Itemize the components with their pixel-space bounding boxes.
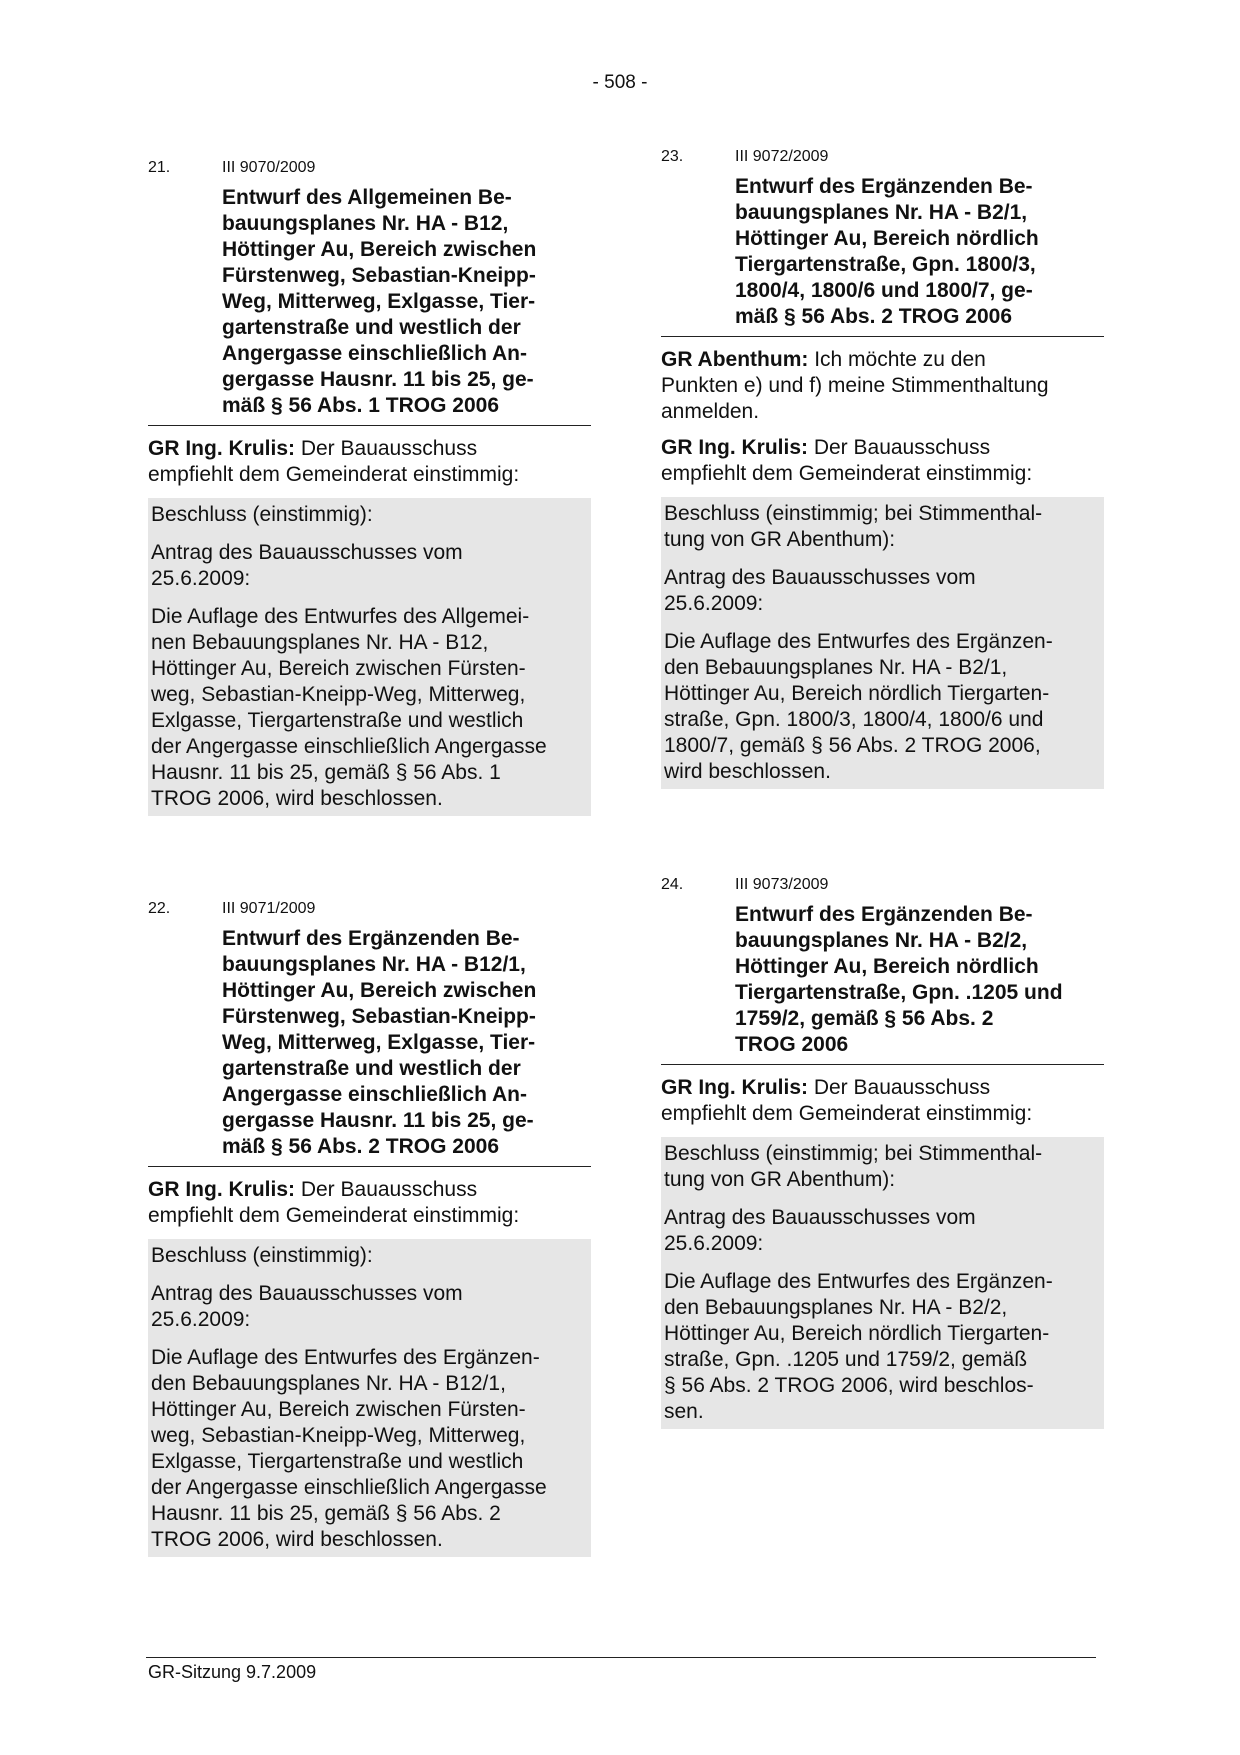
title-line: Entwurf des Ergänzenden Be- <box>222 927 520 950</box>
decision-line: Hausnr. 11 bis 25, gemäß § 56 Abs. 1 <box>151 761 501 784</box>
title-line: mäß § 56 Abs. 2 TROG 2006 <box>735 305 1013 328</box>
item-title <box>661 902 1104 1065</box>
title-line: Höttinger Au, Bereich zwischen <box>222 238 537 261</box>
speaker: GR Abenthum: <box>661 348 809 371</box>
decision-box <box>148 498 591 816</box>
decision-line: der Angergasse einschließlich Angergasse <box>151 735 547 758</box>
decision-line: straße, Gpn. .1205 und 1759/2, gemäß <box>664 1348 1028 1371</box>
item-title <box>148 926 591 1167</box>
item-number: 23. <box>661 148 684 165</box>
title-line: gergasse Hausnr. 11 bis 25, ge- <box>222 1109 534 1132</box>
statement-text: Punkten e) und f) meine Stimmenthaltung <box>661 374 1049 397</box>
statement-text: empfiehlt dem Gemeinderat einstimmig: <box>661 462 1033 485</box>
title-line: Weg, Mitterweg, Exlgasse, Tier- <box>222 290 536 313</box>
title-line: gartenstraße und westlich der <box>222 1057 521 1080</box>
statement-text: Ich möchte zu den <box>808 348 986 371</box>
decision-line: der Angergasse einschließlich Angergasse <box>151 1476 547 1499</box>
agenda-item-23 <box>661 148 1104 789</box>
decision-text <box>151 604 588 812</box>
decision-line: wird beschlossen. <box>664 760 831 783</box>
motion-line: 25.6.2009: <box>151 567 251 590</box>
decision-line: Die Auflage des Entwurfes des Ergänzen- <box>151 1346 540 1369</box>
resolution <box>151 1243 588 1269</box>
resolution-line: Beschluss (einstimmig; bei Stimmenthal- <box>664 1142 1043 1165</box>
page-number: - 508 - <box>592 72 648 93</box>
motion <box>151 1281 588 1333</box>
motion <box>151 540 588 592</box>
item-code: III 9072/2009 <box>735 148 829 165</box>
footer-text: GR-Sitzung 9.7.2009 <box>148 1662 317 1682</box>
decision-line: weg, Sebastian-Kneipp-Weg, Mitterweg, <box>151 1424 526 1447</box>
decision-line: Die Auflage des Entwurfes des Ergänzen- <box>664 630 1053 653</box>
motion-line: 25.6.2009: <box>664 1232 764 1255</box>
statement <box>661 347 1104 425</box>
decision-box <box>661 1137 1104 1429</box>
resolution <box>151 502 588 528</box>
title-line: Entwurf des Ergänzenden Be- <box>735 903 1033 926</box>
decision-line: TROG 2006, wird beschlossen. <box>151 787 443 810</box>
motion-line: Antrag des Bauausschusses vom <box>664 1206 976 1229</box>
title-line: Entwurf des Ergänzenden Be- <box>735 175 1033 198</box>
statement <box>661 1075 1104 1127</box>
title-line: bauungsplanes Nr. HA - B2/1, <box>735 201 1028 224</box>
motion <box>664 565 1101 617</box>
decision-line: 1800/7, gemäß § 56 Abs. 2 TROG 2006, <box>664 734 1041 757</box>
item-heading <box>661 876 1104 894</box>
title-line: Höttinger Au, Bereich nördlich <box>735 227 1039 250</box>
decision-line: den Bebauungsplanes Nr. HA - B2/2, <box>664 1296 1008 1319</box>
resolution-line: Beschluss (einstimmig): <box>151 1244 373 1267</box>
title-line: TROG 2006 <box>735 1033 849 1056</box>
decision-line: Höttinger Au, Bereich nördlich Tiergarten- <box>664 682 1050 705</box>
title-line: Weg, Mitterweg, Exlgasse, Tier- <box>222 1031 536 1054</box>
statement-text: Der Bauausschuss <box>808 1076 991 1099</box>
item-number: 21. <box>148 159 171 176</box>
statement <box>148 1177 591 1229</box>
decision-line: Exlgasse, Tiergartenstraße und westlich <box>151 1450 524 1473</box>
title-line: Höttinger Au, Bereich zwischen <box>222 979 537 1002</box>
statement <box>148 436 591 488</box>
title-line: 1759/2, gemäß § 56 Abs. 2 <box>735 1007 994 1030</box>
motion-line: Antrag des Bauausschusses vom <box>151 541 463 564</box>
decision-box <box>661 497 1104 789</box>
motion-line: 25.6.2009: <box>664 592 764 615</box>
title-line: Tiergartenstraße, Gpn. 1800/3, <box>735 253 1036 276</box>
title-line: Angergasse einschließlich An- <box>222 342 527 365</box>
item-heading <box>148 900 591 918</box>
resolution-line: tung von GR Abenthum): <box>664 528 896 551</box>
decision-line: Höttinger Au, Bereich nördlich Tiergarten- <box>664 1322 1050 1345</box>
item-title <box>661 174 1104 337</box>
decision-line: den Bebauungsplanes Nr. HA - B2/1, <box>664 656 1008 679</box>
decision-line: Die Auflage des Entwurfes des Ergänzen- <box>664 1270 1053 1293</box>
title-line: bauungsplanes Nr. HA - B2/2, <box>735 929 1028 952</box>
title-line: Fürstenweg, Sebastian-Kneipp- <box>222 264 536 287</box>
statement-text: empfiehlt dem Gemeinderat einstimmig: <box>148 1204 520 1227</box>
item-code: III 9073/2009 <box>735 876 829 893</box>
decision-line: Höttinger Au, Bereich zwischen Fürsten- <box>151 657 526 680</box>
decision-line: Höttinger Au, Bereich zwischen Fürsten- <box>151 1398 526 1421</box>
agenda-item-21 <box>148 159 591 816</box>
decision-line: den Bebauungsplanes Nr. HA - B12/1, <box>151 1372 506 1395</box>
motion-line: 25.6.2009: <box>151 1308 251 1331</box>
item-heading <box>661 148 1104 166</box>
decision-line: weg, Sebastian-Kneipp-Weg, Mitterweg, <box>151 683 526 706</box>
decision-line: § 56 Abs. 2 TROG 2006, wird beschlos- <box>664 1374 1034 1397</box>
resolution-line: tung von GR Abenthum): <box>664 1168 896 1191</box>
decision-line: Exlgasse, Tiergartenstraße und westlich <box>151 709 524 732</box>
title-line: mäß § 56 Abs. 2 TROG 2006 <box>222 1135 500 1158</box>
title-line: Höttinger Au, Bereich nördlich <box>735 955 1039 978</box>
statement-text: Der Bauausschuss <box>295 437 478 460</box>
motion-line: Antrag des Bauausschusses vom <box>151 1282 463 1305</box>
item-code: III 9071/2009 <box>222 900 316 917</box>
resolution-line: Beschluss (einstimmig): <box>151 503 373 526</box>
item-code: III 9070/2009 <box>222 159 316 176</box>
decision-line: TROG 2006, wird beschlossen. <box>151 1528 443 1551</box>
decision-box <box>148 1239 591 1557</box>
agenda-item-24 <box>661 876 1104 1429</box>
footer-divider <box>146 1657 1096 1658</box>
decision-line: nen Bebauungsplanes Nr. HA - B12, <box>151 631 489 654</box>
title-line: bauungsplanes Nr. HA - B12, <box>222 212 509 235</box>
resolution <box>664 1141 1101 1193</box>
decision-text <box>664 1269 1101 1425</box>
resolution-line: Beschluss (einstimmig; bei Stimmenthal- <box>664 502 1043 525</box>
decision-line: sen. <box>664 1400 704 1423</box>
speaker: GR Ing. Krulis: <box>148 437 295 460</box>
speaker: GR Ing. Krulis: <box>148 1178 295 1201</box>
title-line: Fürstenweg, Sebastian-Kneipp- <box>222 1005 536 1028</box>
title-line: 1800/4, 1800/6 und 1800/7, ge- <box>735 279 1033 302</box>
decision-line: Die Auflage des Entwurfes des Allgemei- <box>151 605 530 628</box>
statement <box>661 435 1104 487</box>
title-line: Entwurf des Allgemeinen Be- <box>222 186 512 209</box>
title-line: gergasse Hausnr. 11 bis 25, ge- <box>222 368 534 391</box>
decision-text <box>151 1345 588 1553</box>
statement-text: anmelden. <box>661 400 760 423</box>
title-line: Angergasse einschließlich An- <box>222 1083 527 1106</box>
title-line: Tiergartenstraße, Gpn. .1205 und <box>735 981 1063 1004</box>
statement-text: empfiehlt dem Gemeinderat einstimmig: <box>661 1102 1033 1125</box>
motion <box>664 1205 1101 1257</box>
title-line: bauungsplanes Nr. HA - B12/1, <box>222 953 526 976</box>
item-title <box>148 185 591 426</box>
speaker: GR Ing. Krulis: <box>661 1076 808 1099</box>
item-heading <box>148 159 591 177</box>
statement-text: Der Bauausschuss <box>808 436 991 459</box>
decision-line: straße, Gpn. 1800/3, 1800/4, 1800/6 und <box>664 708 1044 731</box>
item-number: 24. <box>661 876 684 893</box>
statement-text: Der Bauausschuss <box>295 1178 478 1201</box>
decision-line: Hausnr. 11 bis 25, gemäß § 56 Abs. 2 <box>151 1502 501 1525</box>
decision-text <box>664 629 1101 785</box>
speaker: GR Ing. Krulis: <box>661 436 808 459</box>
title-line: gartenstraße und westlich der <box>222 316 521 339</box>
agenda-item-22 <box>148 900 591 1557</box>
motion-line: Antrag des Bauausschusses vom <box>664 566 976 589</box>
item-number: 22. <box>148 900 171 917</box>
resolution <box>664 501 1101 553</box>
title-line: mäß § 56 Abs. 1 TROG 2006 <box>222 394 500 417</box>
statement-text: empfiehlt dem Gemeinderat einstimmig: <box>148 463 520 486</box>
